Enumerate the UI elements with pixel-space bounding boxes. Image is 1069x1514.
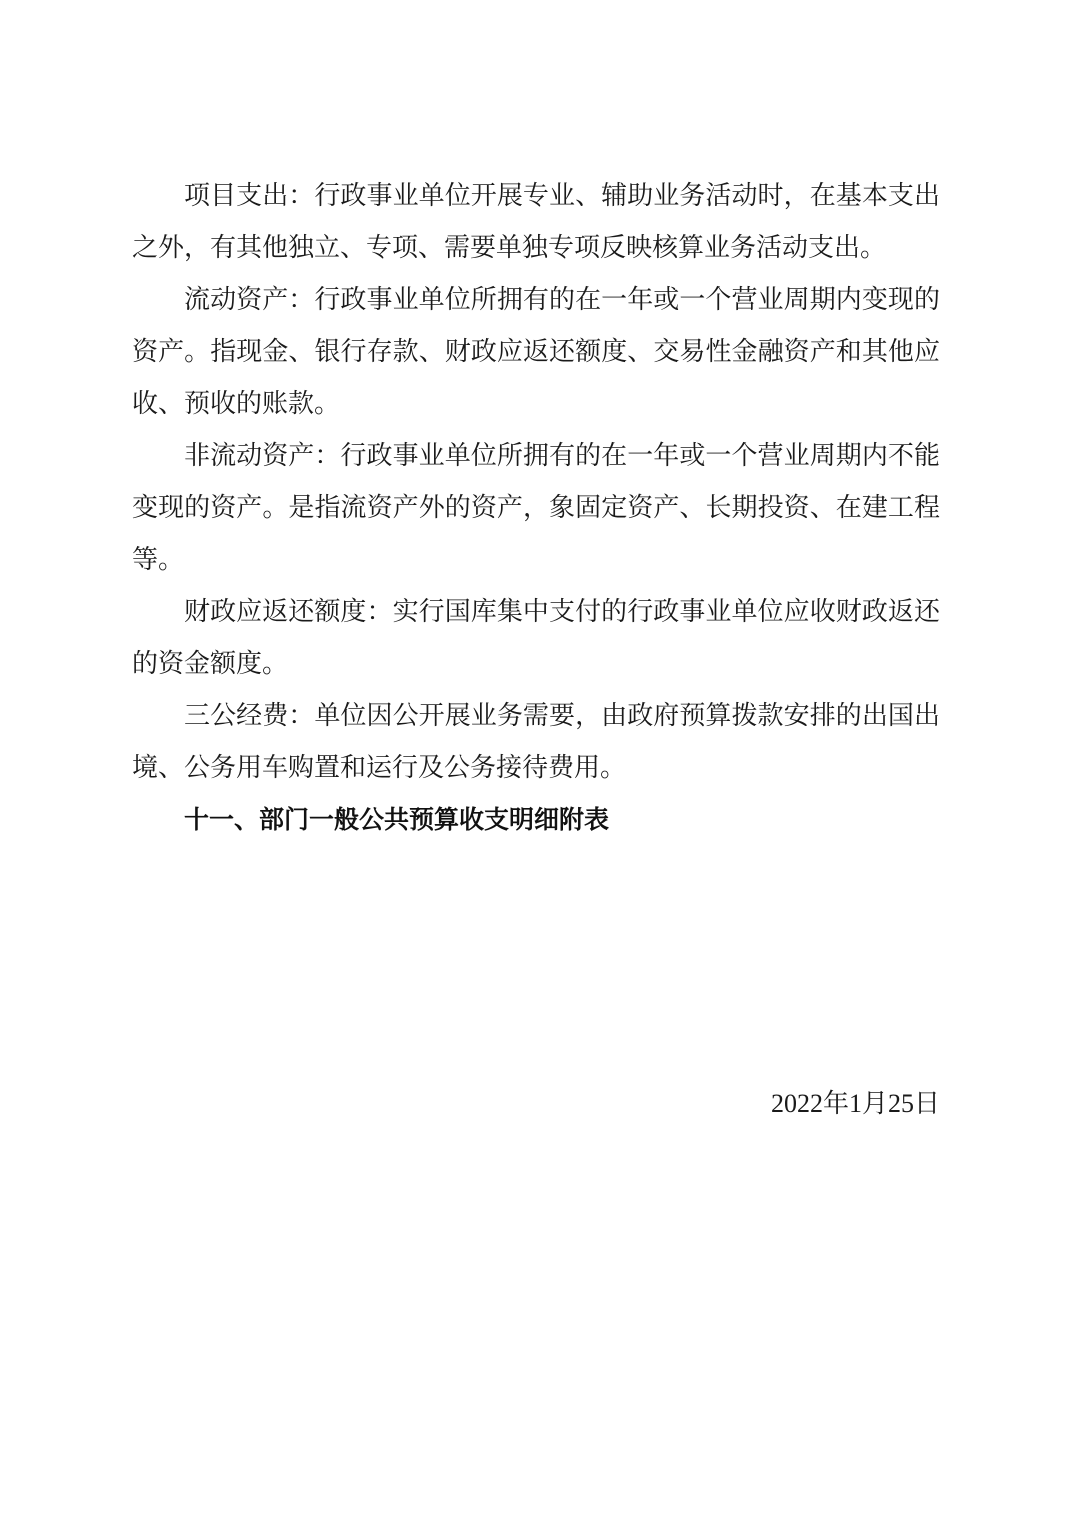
paragraph-non-current-assets: 非流动资产：行政事业单位所拥有的在一年或一个营业周期内不能变现的资产。是指流资产外的资产，象固定资产、长期投资、在建工程等。 [132,441,940,575]
paragraph-three-public-expenses: 三公经费：单位因公开展业务需要，由政府预算拨款安排的出国出境、公务用车购置和运行及公务接待费用。 [132,701,940,783]
document-date: 2022年1月25日 [770,1089,940,1118]
section-heading: 十一、部门一般公共预算收支明细附表 [184,805,610,834]
paragraph-current-assets: 流动资产：行政事业单位所拥有的在一年或一个营业周期内变现的资产。指现金、银行存款、财政应返还额度、交易性金融资产和其他应收、预收的账款。 [132,285,940,419]
document-body [132,170,940,846]
paragraph-fiscal-refund-quota: 财政应返还额度：实行国库集中支付的行政事业单位应收财政返还的资金额度。 [132,597,940,679]
paragraph-project-expenditure: 项目支出：行政事业单位开展专业、辅助业务活动时，在基本支出之外，有其他独立、专项、需要单独专项反映核算业务活动支出。 [132,181,940,263]
